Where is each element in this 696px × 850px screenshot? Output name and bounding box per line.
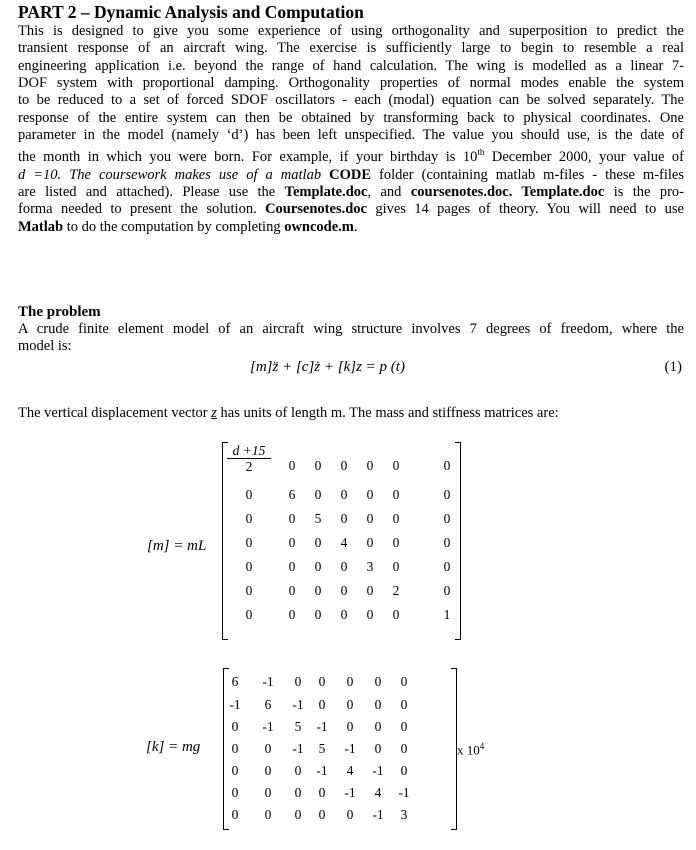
stiffness-cell: 0 (294, 785, 302, 800)
stiffness-cell: 0 (346, 674, 354, 689)
stiffness-matrix-label-text: [k] = mg (146, 739, 201, 755)
intro-paragraph (18, 23, 684, 236)
equation-number: (1) (664, 359, 682, 375)
stiffness-cell: -1 (262, 674, 274, 689)
mass-cell: 0 (443, 583, 451, 598)
stiffness-scale-factor (457, 741, 484, 758)
mass-cell: 0 (314, 583, 322, 598)
mass-cell: 3 (366, 559, 374, 574)
intro-line: This is designed to give you some experience of using orthogonality and superposition to predict the (18, 23, 684, 39)
intro-line (18, 201, 684, 218)
stiffness-cell: -1 (262, 719, 274, 734)
stiffness-cell: 4 (374, 785, 382, 800)
mass-cell: 0 (288, 511, 296, 526)
stiffness-cell: 0 (400, 674, 408, 689)
stiffness-cell: -1 (398, 785, 410, 800)
mass-cell: 0 (288, 583, 296, 598)
stiffness-cell: -1 (229, 697, 241, 712)
stiffness-cell: 0 (264, 807, 272, 822)
mass-cell: 0 (288, 559, 296, 574)
stiffness-cell: 0 (294, 807, 302, 822)
scale-text: x 10 (457, 742, 480, 758)
intro-line: DOF system with proportional damping. Orthogonality properties of normal modes enable the system (18, 75, 684, 92)
code-folder-name: CODE (329, 166, 371, 183)
stiffness-cell: 0 (294, 674, 302, 689)
intro-line (18, 144, 684, 166)
mass-cell: 2 (392, 583, 400, 598)
stiffness-cell: 5 (294, 719, 302, 734)
problem-line: A crude finite element model of an aircraft wing structure involves 7 degrees of freedom, where the (18, 321, 684, 337)
mass-cell: 0 (245, 535, 253, 550)
stiffness-cell: 4 (346, 763, 354, 778)
stiffness-cell: 6 (231, 674, 239, 689)
intro-text: December 2000, your value of (484, 149, 684, 166)
stiffness-cell: 0 (318, 697, 326, 712)
mass-first-entry-fraction (227, 443, 271, 474)
mass-cell: 0 (245, 607, 253, 622)
sentence-text: has units of length m. The mass and stiffness matrices are: (216, 405, 559, 421)
stiffness-cell: -1 (316, 719, 328, 734)
mass-cell: 0 (314, 535, 322, 550)
intro-line: engineering application i.e. beyond the range of hand calculation. The wing is modelled as a linear 7- (18, 57, 684, 74)
stiffness-cell: 0 (346, 697, 354, 712)
stiffness-cell: 0 (374, 741, 382, 756)
mass-matrix-label (147, 538, 206, 555)
mass-cell: 0 (392, 487, 400, 502)
coursenotes-filename: coursenotes.doc. Template.doc (410, 183, 605, 200)
mass-cell: 0 (314, 458, 322, 473)
mass-cell: 5 (314, 511, 322, 526)
mass-cell: 0 (288, 607, 296, 622)
intro-line (18, 184, 684, 201)
mass-cell: 0 (392, 535, 400, 550)
stiffness-cell: 0 (231, 719, 239, 734)
stiffness-cell: 0 (318, 785, 326, 800)
mass-cell: 0 (314, 487, 322, 502)
stiffness-cell: 0 (374, 674, 382, 689)
mass-cell: 0 (340, 487, 348, 502)
displacement-sentence (18, 405, 559, 422)
mass-cell: 0 (340, 511, 348, 526)
stiffness-cell: 0 (231, 807, 239, 822)
stiffness-cell: -1 (316, 763, 328, 778)
mass-cell: 0 (366, 583, 374, 598)
intro-line: parameter in the model (namely ‘d’) has been left unspecified. The value you should use, is the date of (18, 127, 684, 144)
fraction-denominator: 2 (245, 459, 253, 474)
stiffness-cell: 0 (294, 763, 302, 778)
mass-cell: 4 (340, 535, 348, 550)
mass-cell: 0 (340, 458, 348, 473)
intro-text: to do the computation by completing (63, 218, 285, 235)
intro-text: forma needed to present the solution. (18, 201, 266, 218)
mass-cell: 0 (443, 487, 451, 502)
problem-paragraph (18, 321, 684, 355)
stiffness-cell: 0 (264, 763, 272, 778)
mass-cell: 0 (366, 607, 374, 622)
problem-heading: The problem (18, 304, 101, 320)
stiffness-cell: 0 (231, 763, 239, 778)
coursenotes-filename: Coursenotes.doc (265, 201, 367, 218)
matlab-name: Matlab (18, 218, 64, 235)
intro-text: the month in which you were born. For example, if your birthday is 10 (18, 149, 478, 166)
intro-line (18, 219, 684, 236)
stiffness-cell: 0 (400, 741, 408, 756)
mass-cell: 1 (443, 607, 451, 622)
stiffness-cell: 0 (264, 741, 272, 756)
mass-cell: 0 (392, 607, 400, 622)
mass-cell: 0 (366, 535, 374, 550)
stiffness-cell: -1 (344, 785, 356, 800)
intro-line (18, 167, 684, 184)
mass-cell: 0 (314, 607, 322, 622)
intro-text: gives 14 pages of theory. You will need to use (366, 201, 684, 218)
mass-cell: 0 (245, 511, 253, 526)
stiffness-cell: 0 (264, 785, 272, 800)
intro-line: to be reduced to a set of forced SDOF oscillators - each (modal) equation can be solved separately. The (18, 92, 684, 109)
mass-cell: 0 (340, 559, 348, 574)
mass-cell: 0 (314, 559, 322, 574)
intro-text: is the pro- (604, 183, 685, 200)
problem-line: model is: (18, 338, 72, 354)
mass-cell: 0 (366, 511, 374, 526)
intro-line: response of the entire system can then be obtained by transforming back to physical coordinates. One (18, 109, 684, 126)
template-filename: Template.doc (284, 183, 368, 200)
displacement-vector-symbol: z (211, 405, 217, 421)
stiffness-cell: 6 (264, 697, 272, 712)
mass-cell: 0 (366, 487, 374, 502)
mass-cell: 0 (392, 458, 400, 473)
stiffness-cell: -1 (292, 697, 304, 712)
mass-matrix-label-text: [m] = mL (147, 538, 207, 554)
mass-cell: 0 (245, 583, 253, 598)
sentence-text: The vertical displacement vector (18, 405, 212, 421)
stiffness-cell: 0 (346, 719, 354, 734)
intro-text: d =10. The coursework makes use of a matlab (18, 166, 330, 183)
mass-cell: 0 (340, 607, 348, 622)
mass-cell: 0 (443, 535, 451, 550)
intro-text: are listed and attached). Please use the (18, 183, 285, 200)
section-title: PART 2 – Dynamic Analysis and Computation (18, 2, 364, 22)
stiffness-cell: 0 (400, 697, 408, 712)
mass-cell: 0 (443, 458, 451, 473)
stiffness-cell: 5 (318, 741, 326, 756)
stiffness-cell: 0 (231, 741, 239, 756)
stiffness-matrix-label (146, 739, 200, 756)
mass-cell: 0 (288, 458, 296, 473)
mass-cell: 0 (288, 535, 296, 550)
stiffness-cell: 0 (231, 785, 239, 800)
equation-of-motion (250, 359, 405, 376)
mass-cell: 0 (392, 559, 400, 574)
mass-cell: 6 (288, 487, 296, 502)
numerator-text: d +15 (232, 443, 266, 458)
mass-cell: 0 (366, 458, 374, 473)
mass-cell: 0 (443, 559, 451, 574)
intro-text: . (353, 218, 358, 235)
stiffness-cell: 0 (318, 807, 326, 822)
ordinal-suffix: th (477, 147, 485, 158)
stiffness-cell: 0 (400, 719, 408, 734)
fraction-numerator (227, 443, 271, 459)
stiffness-cell: -1 (344, 741, 356, 756)
stiffness-cell: 0 (346, 807, 354, 822)
intro-line: transient response of an aircraft wing. The exercise is sufficiently large to begin to resemble a real (18, 40, 684, 57)
equation-text: [m]z̈ + [c]ż + [k]z = p (t) (250, 359, 405, 375)
intro-text: , and (367, 183, 411, 200)
mass-cell: 0 (392, 511, 400, 526)
intro-text: folder (containing matlab m-files - these m-files (371, 166, 684, 183)
mass-cell: 0 (245, 487, 253, 502)
stiffness-cell: 0 (374, 719, 382, 734)
stiffness-cell: 3 (400, 807, 408, 822)
stiffness-cell: 0 (318, 674, 326, 689)
scale-exponent: 4 (479, 741, 485, 751)
owncode-filename: owncode.m (284, 218, 354, 235)
stiffness-cell: -1 (372, 763, 384, 778)
stiffness-cell: -1 (292, 741, 304, 756)
mass-cell: 0 (245, 559, 253, 574)
mass-cell: 0 (340, 583, 348, 598)
stiffness-cell: 0 (400, 763, 408, 778)
stiffness-cell: -1 (372, 807, 384, 822)
mass-cell: 0 (443, 511, 451, 526)
stiffness-cell: 0 (374, 697, 382, 712)
